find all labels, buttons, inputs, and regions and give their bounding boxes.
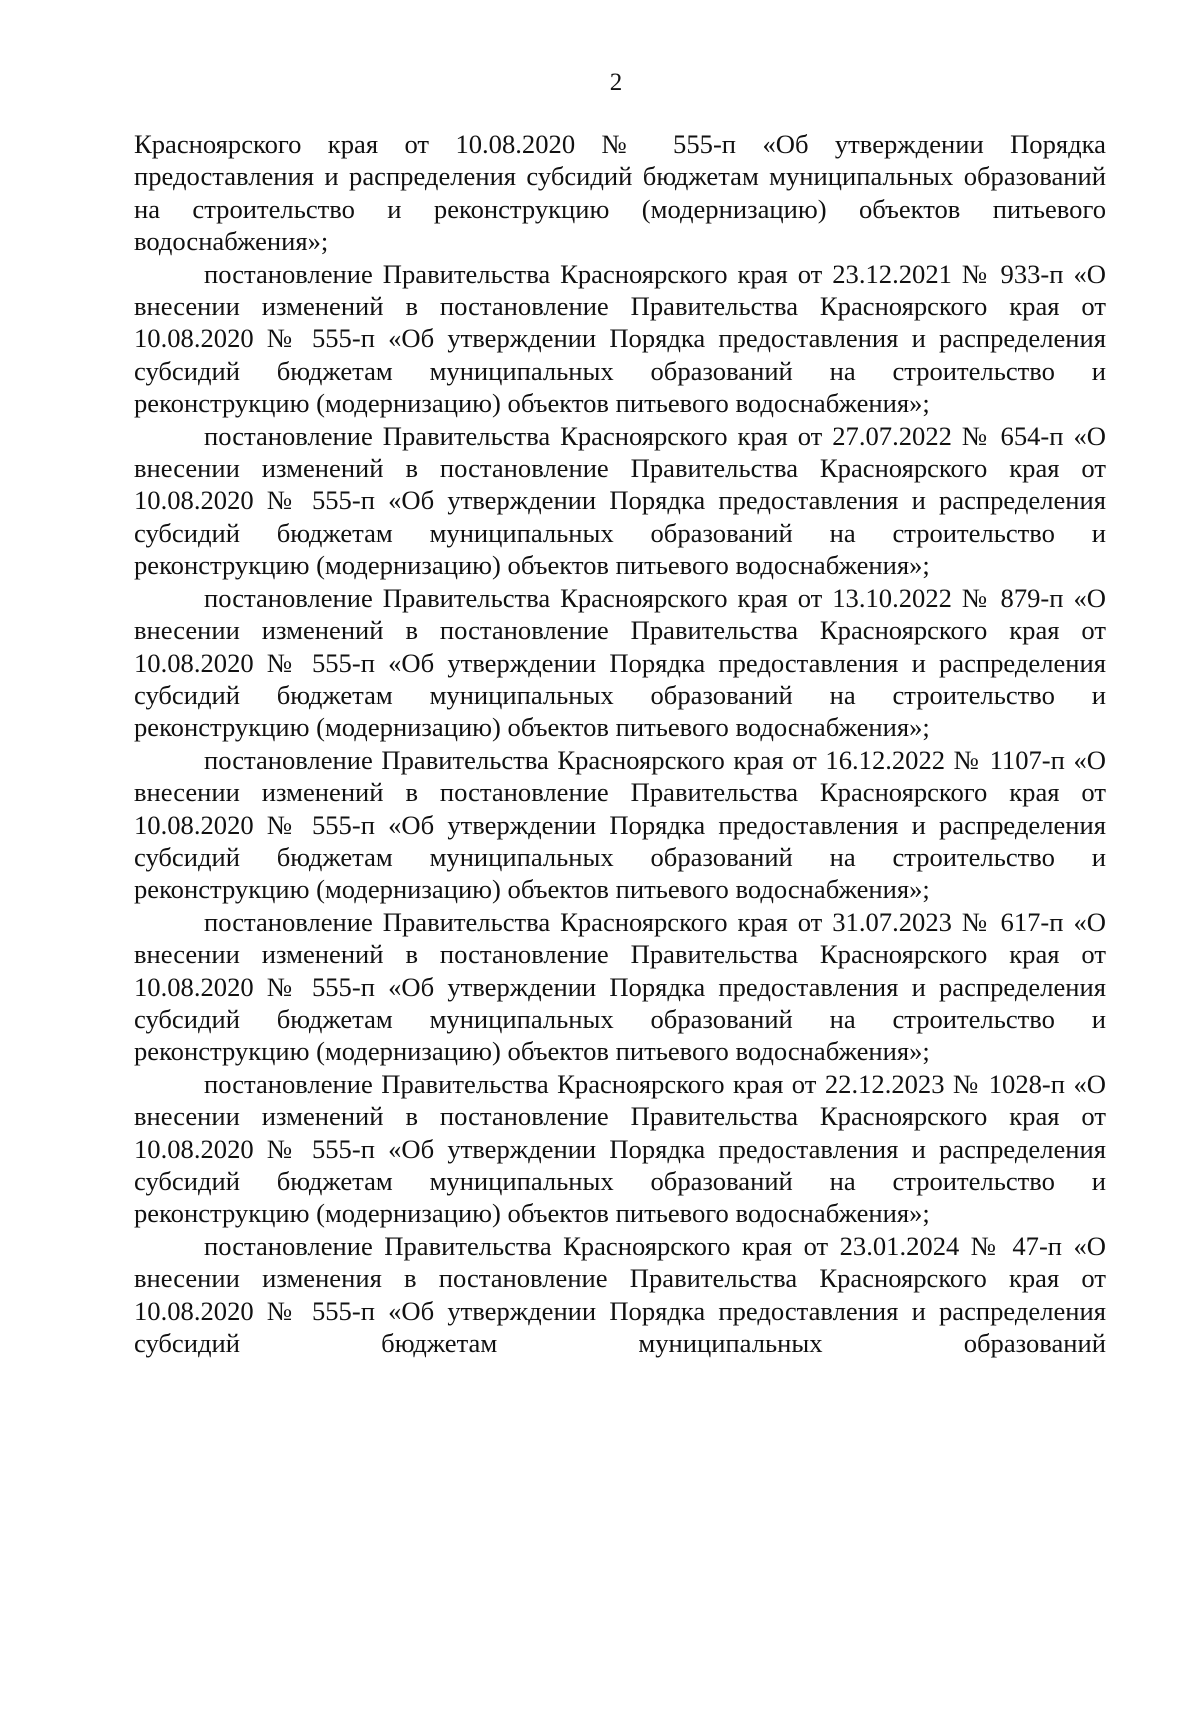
paragraph-resolution-617: постановление Правительства Красноярского края от 31.07.2023 № 617-п «О внесении изменений в постановление Правительства Красноярского края от 10.08.2020 № 555-п «Об утверждении Порядка предоставления и распределения субсидий бюджетам муниципальных образований на строительство и реконструкцию (модернизацию) объектов питьевого водоснабжения»; [134,906,1106,1067]
page-number: 2 [609,69,623,96]
paragraph-resolution-654: постановление Правительства Красноярского края от 27.07.2022 № 654-п «О внесении изменений в постановление Правительства Красноярского края от 10.08.2020 № 555-п «Об утверждении Порядка предоставления и распределения субсидий бюджетам муниципальных образований на строительство и реконструкцию (модернизацию) объектов питьевого водоснабжения»; [134,420,1106,581]
paragraph-resolution-879: постановление Правительства Красноярского края от 13.10.2022 № 879-п «О внесении изменений в постановление Правительства Красноярского края от 10.08.2020 № 555-п «Об утверждении Порядка предоставления и распределения субсидий бюджетам муниципальных образований на строительство и реконструкцию (модернизацию) объектов питьевого водоснабжения»; [134,582,1106,743]
paragraph-resolution-47: постановление Правительства Красноярского края от 23.01.2024 № 47-п «О внесении изменения в постановление Правительства Красноярского края от 10.08.2020 № 555-п «Об утверждении Порядка предоставления и распределения субсидий бюджетам муниципальных образований [134,1230,1106,1359]
paragraph-resolution-1107: постановление Правительства Красноярского края от 16.12.2022 № 1107-п «О внесении изменений в постановление Правительства Красноярского края от 10.08.2020 № 555-п «Об утверждении Порядка предоставления и распределения субсидий бюджетам муниципальных образований на строительство и реконструкцию (модернизацию) объектов питьевого водоснабжения»; [134,744,1106,905]
paragraph-resolution-933: постановление Правительства Красноярского края от 23.12.2021 № 933-п «О внесении изменений в постановление Правительства Красноярского края от 10.08.2020 № 555-п «Об утверждении Порядка предоставления и распределения субсидий бюджетам муниципальных образований на строительство и реконструкцию (модернизацию) объектов питьевого водоснабжения»; [134,258,1106,419]
paragraph-resolution-1028: постановление Правительства Красноярского края от 22.12.2023 № 1028-п «О внесении изменений в постановление Правительства Красноярского края от 10.08.2020 № 555-п «Об утверждении Порядка предоставления и распределения субсидий бюджетам муниципальных образований на строительство и реконструкцию (модернизацию) объектов питьевого водоснабжения»; [134,1068,1106,1229]
document-body [134,128,1106,1359]
paragraph-continuation: Красноярского края от 10.08.2020 № 555-п «Об утверждении Порядка предоставления и распределения субсидий бюджетам муниципальных образований на строительство и реконструкцию (модернизацию) объектов питьевого водоснабжения»; [134,129,1106,257]
